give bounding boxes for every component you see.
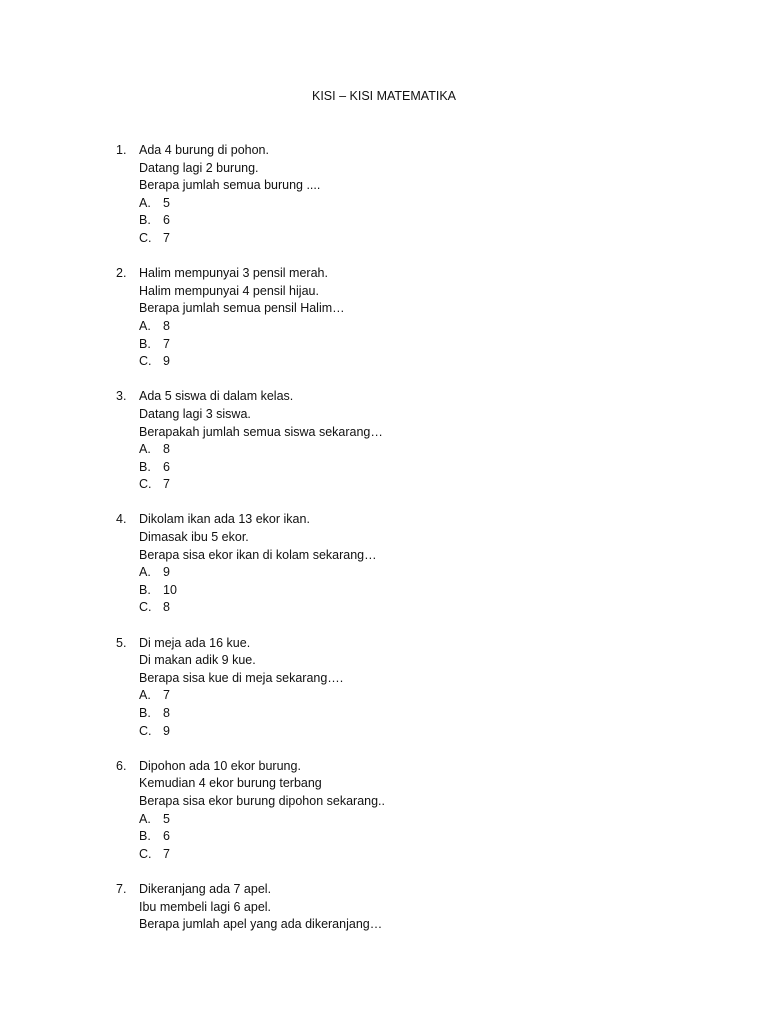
question-body xyxy=(139,635,676,741)
option-letter: B. xyxy=(139,829,151,844)
question-text-line: Ada 4 burung di pohon. xyxy=(139,143,269,157)
question-item xyxy=(116,881,676,934)
answer-option xyxy=(139,705,676,723)
option-letter: A. xyxy=(139,318,151,333)
option-letter: A. xyxy=(139,811,151,826)
option-letter: C. xyxy=(139,600,152,615)
question-text-line: Kemudian 4 ekor burung terbang xyxy=(139,776,322,791)
answer-option xyxy=(139,230,676,248)
option-letter: C. xyxy=(139,846,152,861)
question-text-line: Halim mempunyai 3 pensil merah. xyxy=(139,266,328,281)
option-letter: C. xyxy=(139,354,152,369)
question-text-line: Ibu membeli lagi 6 apel. xyxy=(139,899,272,914)
question-body xyxy=(139,388,676,494)
question-item xyxy=(116,635,676,741)
question-body xyxy=(139,511,676,617)
answer-option xyxy=(139,582,676,600)
option-letter: B. xyxy=(139,582,151,597)
option-value: 6 xyxy=(163,213,170,228)
option-value: 7 xyxy=(163,688,170,703)
question-text-line: Di meja ada 16 kue. xyxy=(139,635,251,650)
option-value: 10 xyxy=(163,582,177,597)
option-letter: B. xyxy=(139,459,151,474)
question-text-line: Dipohon ada 10 ekor burung. xyxy=(139,758,301,773)
option-letter: B. xyxy=(139,336,151,351)
question-text-line: Berapa jumlah semua burung .... xyxy=(139,178,321,193)
question-number: 5. xyxy=(116,635,127,650)
question-number: 6. xyxy=(116,758,127,773)
question-item xyxy=(116,511,676,617)
answer-option xyxy=(139,828,676,846)
question-text-line: Dimasak ibu 5 ekor. xyxy=(139,530,249,545)
question-text-line: Berapa jumlah apel yang ada dikeranjang… xyxy=(139,917,383,932)
document-title: KISI – KISI MATEMATIKA xyxy=(311,89,456,103)
question-item xyxy=(116,142,676,248)
answer-option xyxy=(139,318,676,336)
answer-option xyxy=(139,441,676,459)
option-letter: A. xyxy=(139,195,151,210)
question-body xyxy=(139,881,676,934)
question-text-line: Berapa sisa kue di meja sekarang…. xyxy=(139,670,344,685)
option-letter: A. xyxy=(139,565,151,580)
answer-option xyxy=(139,723,676,741)
question-number: 3. xyxy=(116,389,127,404)
answer-option xyxy=(139,212,676,230)
question-number: 2. xyxy=(116,266,127,281)
question-body xyxy=(139,265,676,371)
question-text-line: Berapa jumlah semua pensil Halim… xyxy=(139,301,345,316)
question-body xyxy=(139,758,676,864)
answer-option xyxy=(139,195,676,213)
question-number: 7. xyxy=(116,881,127,896)
question-item xyxy=(116,388,676,494)
option-value: 8 xyxy=(163,442,170,457)
option-letter: B. xyxy=(139,213,151,228)
option-value: 9 xyxy=(163,723,170,738)
question-text-line: Ada 5 siswa di dalam kelas. xyxy=(139,389,294,404)
option-value: 9 xyxy=(163,354,170,369)
question-text-line: Datang lagi 2 burung. xyxy=(139,160,259,175)
option-value: 5 xyxy=(163,811,170,826)
question-text-line: Di makan adik 9 kue. xyxy=(139,653,256,668)
question-text-line: Halim mempunyai 4 pensil hijau. xyxy=(139,283,319,298)
option-value: 7 xyxy=(163,336,170,351)
question-text-line: Dikolam ikan ada 13 ekor ikan. xyxy=(139,512,310,527)
answer-option xyxy=(139,811,676,829)
answer-option xyxy=(139,846,676,864)
answer-option xyxy=(139,599,676,617)
option-value: 7 xyxy=(163,846,170,861)
option-value: 6 xyxy=(163,829,170,844)
question-item xyxy=(116,758,676,864)
answer-option xyxy=(139,459,676,477)
answer-option xyxy=(139,687,676,705)
answer-option xyxy=(139,336,676,354)
option-letter: C. xyxy=(139,477,152,492)
answer-option xyxy=(139,564,676,582)
question-text-line: Dikeranjang ada 7 apel. xyxy=(139,881,272,896)
option-value: 7 xyxy=(163,477,170,492)
option-letter: A. xyxy=(139,688,151,703)
option-letter: C. xyxy=(139,230,152,245)
question-text-line: Berapakah jumlah semua siswa sekarang… xyxy=(139,424,383,439)
question-text-line: Datang lagi 3 siswa. xyxy=(139,406,251,421)
option-letter: B. xyxy=(139,706,151,720)
question-text-line: Berapa sisa ekor ikan di kolam sekarang… xyxy=(139,547,377,562)
question-item xyxy=(116,265,676,371)
question-number: 1. xyxy=(116,143,127,157)
question-body xyxy=(139,142,676,248)
option-value: 5 xyxy=(163,195,170,210)
option-value: 9 xyxy=(163,565,170,580)
option-letter: A. xyxy=(139,442,151,457)
question-text-line: Berapa sisa ekor burung dipohon sekarang.. xyxy=(139,793,385,808)
option-letter: C. xyxy=(139,723,152,738)
option-value: 8 xyxy=(163,706,170,720)
option-value: 7 xyxy=(163,230,170,245)
option-value: 8 xyxy=(163,318,170,333)
answer-option xyxy=(139,353,676,371)
answer-option xyxy=(139,476,676,494)
question-list xyxy=(116,142,676,951)
question-number: 4. xyxy=(116,512,127,527)
option-value: 8 xyxy=(163,600,170,615)
option-value: 6 xyxy=(163,459,170,474)
